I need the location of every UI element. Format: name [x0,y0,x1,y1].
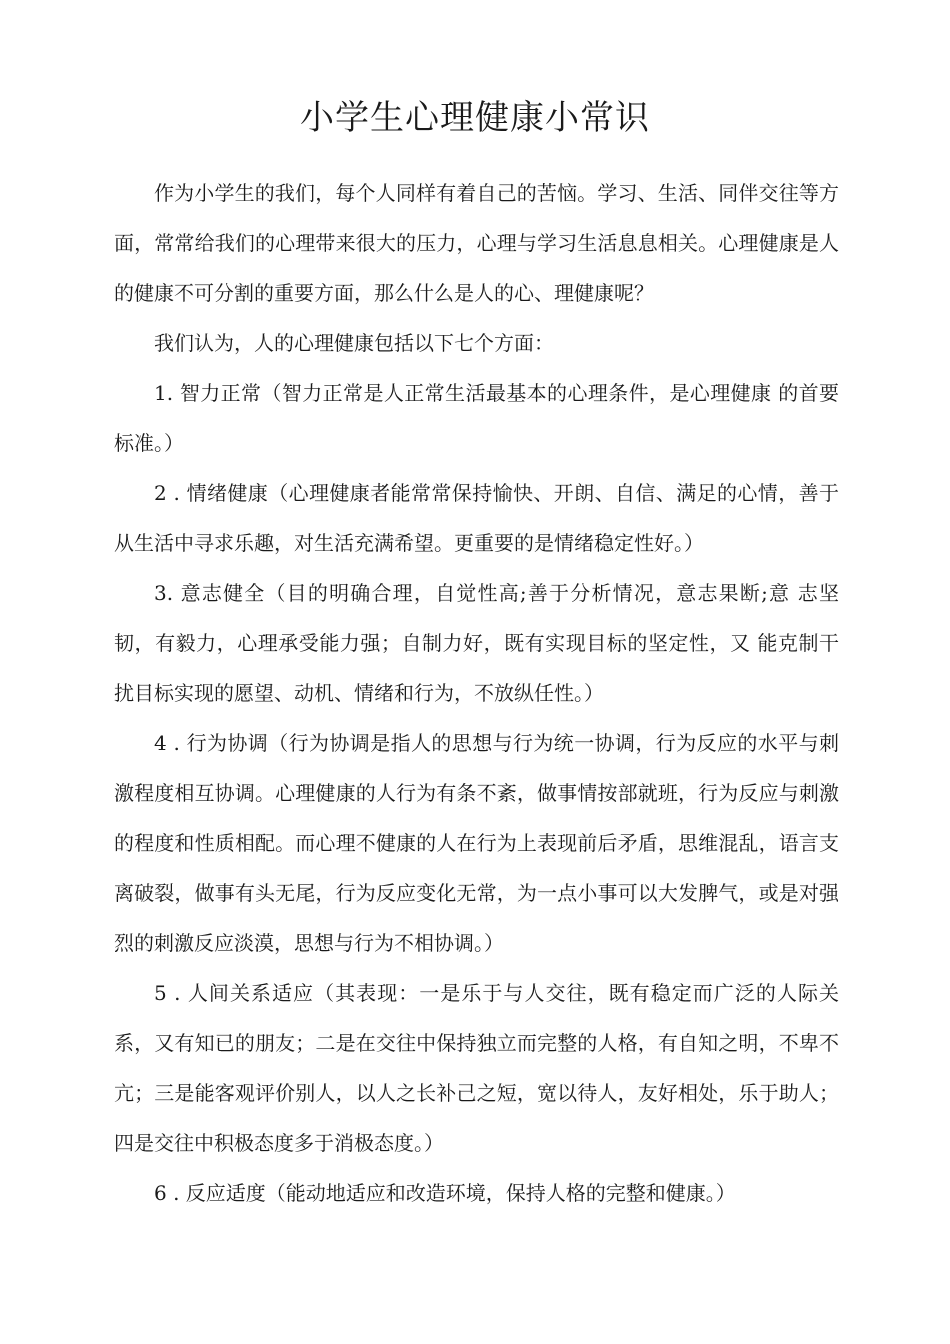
paragraph-item-2: 2 . 情绪健康（心理健康者能常常保持愉快、开朗、自信、满足的心情，善于从生活中寻求乐趣，对生活充满希望。更重要的是情绪稳定性好。） [114,481,839,555]
paragraph-item-1: 1. 智力正常（智力正常是人正常生活最基本的心理条件，是心理健康 的首要标准。） [114,381,839,455]
paragraph-item-4: 4 . 行为协调（行为协调是指人的思想与行为统一协调，行为反应的水平与刺激程度相互协调。心理健康的人行为有条不紊，做事情按部就班，行为反应与刺激的程度和性质相配。而心理不健康的人在行为上表现前后矛盾，思维混乱，语言支离破裂，做事有头无尾，行为反应变化无常，为一点小事可以大发脾气，或是对强烈的刺激反应淡漠，思想与行为不相协调。） [114,731,839,955]
paragraph-intro: 作为小学生的我们，每个人同样有着自己的苦恼。学习、生活、同伴交往等方面，常常给我们的心理带来很大的压力，心理与学习生活息息相关。心理健康是人的健康不可分割的重要方面，那么什么是人的心、理健康呢？ [114,181,839,305]
paragraph-item-5: 5 . 人间关系适应（其表现：一是乐于与人交往，既有稳定而广泛的人际关系，又有知已的朋友；二是在交往中保持独立而完整的人格，有自知之明，不卑不亢；三是能客观评价别人，以人之长补己之短，宽以待人，友好相处，乐于助人；四是交往中积极态度多于消极态度。） [114,981,839,1155]
paragraph-overview: 我们认为，人的心理健康包括以下七个方面： [154,331,554,355]
paragraph-item-6: 6 . 反应适度（能动地适应和改造环境，保持人格的完整和健康。） [154,1181,736,1205]
document-title: 小学生心理健康小常识 [300,98,650,138]
document-body [114,168,839,1218]
paragraph-item-3: 3. 意志健全（目的明确合理，自觉性高;善于分析情况，意志果断;意 志坚韧，有毅力，心理承受能力强；自制力好，既有实现目标的坚定性，又 能克制干扰目标实现的愿望、动机、情绪和行为，不放纵任性。） [114,581,839,705]
